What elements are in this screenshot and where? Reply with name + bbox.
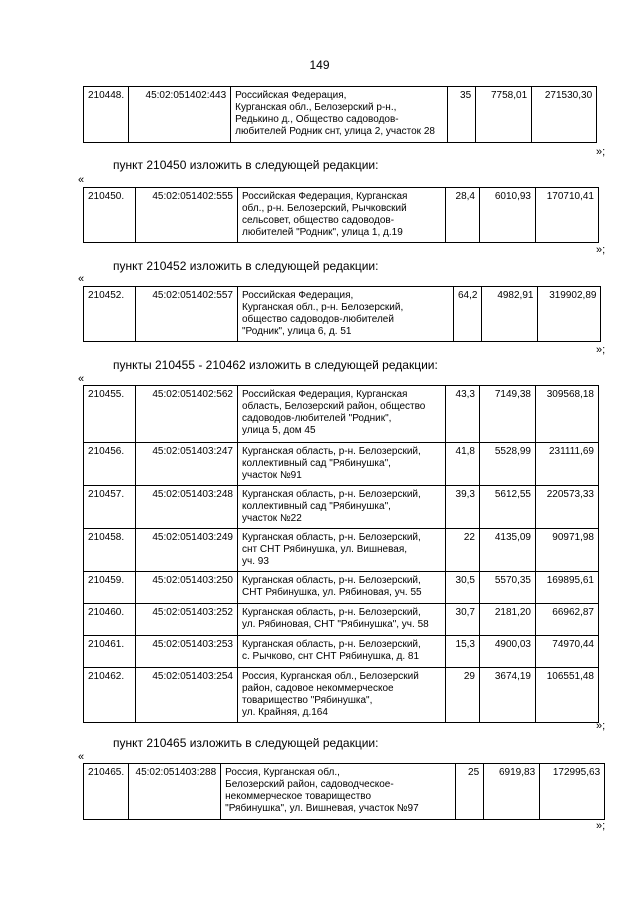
- row-number: 210462.: [84, 668, 136, 723]
- area-cell: 22: [446, 529, 480, 572]
- table-row: [84, 87, 597, 143]
- address-cell: [238, 668, 446, 723]
- address-line: Российская Федерация,: [235, 90, 347, 101]
- address-line: область, Белозерский район, общество: [242, 401, 426, 412]
- property-table: [83, 286, 601, 342]
- address-line: район, садовое некоммерческое: [242, 683, 394, 694]
- cadastral-value-cell: 231111,69: [536, 443, 599, 486]
- address-cell: [221, 764, 456, 820]
- cadastral-value-cell: 90971,98: [536, 529, 599, 572]
- amendment-instruction: пункт 210452 изложить в следующей редакции:: [113, 259, 379, 273]
- address-line: Курганская область, р-н. Белозерский,: [242, 639, 421, 650]
- property-table: [83, 385, 599, 723]
- closing-quote: »;: [596, 146, 606, 158]
- cadastral-value-cell: 319902,89: [538, 287, 601, 342]
- opening-quote: «: [78, 373, 85, 385]
- amendment-instruction: пункт 210465 изложить в следующей редакции:: [113, 736, 379, 750]
- address-line: Белозерский район, садоводческое-: [225, 779, 394, 790]
- address-cell: [238, 188, 446, 243]
- row-number: 210450.: [84, 188, 136, 243]
- address-line: Курганская обл., Белозерский р-н.,: [235, 102, 397, 113]
- address-line: Российская Федерация, Курганская: [242, 191, 408, 202]
- cadastral-value-cell: 74970,44: [536, 636, 599, 668]
- unit-price-cell: 5570,35: [480, 572, 536, 604]
- address-line: снт СНТ Рябинушка, ул. Вишневая,: [242, 544, 408, 555]
- unit-price-cell: 7149,38: [480, 386, 536, 443]
- cadastral-value-cell: 169895,61: [536, 572, 599, 604]
- address-line: участок №91: [242, 470, 302, 481]
- opening-quote: «: [78, 751, 85, 763]
- unit-price-cell: 6010,93: [480, 188, 536, 243]
- address-line: ул. Крайняя, д.164: [242, 707, 328, 718]
- unit-price-cell: 2181,20: [480, 604, 536, 636]
- address-line: Курганская область, р-н. Белозерский,: [242, 607, 421, 618]
- address-line: Курганская обл., р-н. Белозерский,: [242, 302, 404, 313]
- table-row: [84, 668, 599, 723]
- address-line: Россия, Курганская обл., Белозерский: [242, 671, 419, 682]
- area-cell: 15,3: [446, 636, 480, 668]
- cadastral-value-cell: 106551,48: [536, 668, 599, 723]
- address-line: обл., р-н. Белозерский, Рычковский: [242, 203, 407, 214]
- address-line: Редькино д., Общество садоводов-: [235, 114, 399, 125]
- cadastral-value-cell: 271530,30: [532, 87, 597, 143]
- area-cell: 39,3: [446, 486, 480, 529]
- unit-price-cell: 3674,19: [480, 668, 536, 723]
- area-cell: 64,2: [454, 287, 482, 342]
- cadastral-value-cell: 172995,63: [540, 764, 605, 820]
- table-row: [84, 188, 599, 243]
- table-row: [84, 604, 599, 636]
- row-number: 210452.: [84, 287, 136, 342]
- unit-price-cell: 4900,03: [480, 636, 536, 668]
- address-line: Россия, Курганская обл.,: [225, 767, 340, 778]
- address-line: любителей Родник снт, улица 2, участок 28: [235, 126, 435, 137]
- opening-quote: «: [78, 174, 85, 186]
- address-line: участок №22: [242, 513, 302, 524]
- opening-quote: «: [78, 273, 85, 285]
- closing-quote: »;: [596, 820, 606, 832]
- table-row: [84, 486, 599, 529]
- table-row: [84, 386, 599, 443]
- area-cell: 30,5: [446, 572, 480, 604]
- row-number: 210465.: [84, 764, 129, 820]
- address-line: общество садоводов-любителей: [242, 314, 394, 325]
- address-cell: [238, 572, 446, 604]
- row-number: 210456.: [84, 443, 136, 486]
- table-row: [84, 636, 599, 668]
- cadastral-number: 45:02:051403:254: [136, 668, 238, 723]
- address-line: коллективный сад "Рябинушка",: [242, 501, 391, 512]
- address-line: сельсовет, общество садоводов-: [242, 215, 395, 226]
- area-cell: 28,4: [446, 188, 480, 243]
- address-cell: [238, 529, 446, 572]
- address-line: Курганская область, р-н. Белозерский,: [242, 489, 421, 500]
- address-line: коллективный сад "Рябинушка",: [242, 458, 391, 469]
- property-table: [83, 187, 599, 243]
- row-number: 210459.: [84, 572, 136, 604]
- page-number: 149: [309, 58, 330, 72]
- row-number: 210448.: [84, 87, 129, 143]
- address-cell: [238, 636, 446, 668]
- cadastral-number: 45:02:051403:288: [129, 764, 221, 820]
- cadastral-number: 45:02:051403:249: [136, 529, 238, 572]
- row-number: 210455.: [84, 386, 136, 443]
- area-cell: 25: [456, 764, 484, 820]
- area-cell: 29: [446, 668, 480, 723]
- address-line: любителей "Родник", улица 1, д.19: [242, 227, 403, 238]
- cadastral-number: 45:02:051402:555: [136, 188, 238, 243]
- amendment-instruction: пункт 210450 изложить в следующей редакции:: [113, 158, 379, 172]
- address-line: ул. Рябиновая, СНТ "Рябинушка", уч. 58: [242, 619, 429, 630]
- area-cell: 41,8: [446, 443, 480, 486]
- address-line: садоводов-любителей "Родник",: [242, 413, 392, 424]
- address-line: улица 5, дом 45: [242, 425, 316, 436]
- address-line: Курганская область, р-н. Белозерский,: [242, 575, 421, 586]
- cadastral-number: 45:02:051402:562: [136, 386, 238, 443]
- row-number: 210460.: [84, 604, 136, 636]
- row-number: 210457.: [84, 486, 136, 529]
- unit-price-cell: 4135,09: [480, 529, 536, 572]
- cadastral-value-cell: 170710,41: [536, 188, 599, 243]
- amendment-instruction: пункты 210455 - 210462 изложить в следующей редакции:: [113, 358, 438, 372]
- cadastral-value-cell: 309568,18: [536, 386, 599, 443]
- cadastral-number: 45:02:051402:557: [136, 287, 238, 342]
- address-line: с. Рычково, снт СНТ Рябинушка, д. 81: [242, 651, 420, 662]
- address-cell: [238, 386, 446, 443]
- address-cell: [238, 287, 454, 342]
- address-line: "Рябинушка", ул. Вишневая, участок №97: [225, 803, 419, 814]
- address-line: Российская Федерация, Курганская: [242, 389, 408, 400]
- address-cell: [238, 604, 446, 636]
- address-line: "Родник", улица 6, д. 51: [242, 326, 352, 337]
- address-line: уч. 93: [242, 556, 269, 567]
- unit-price-cell: 5612,55: [480, 486, 536, 529]
- cadastral-value-cell: 220573,33: [536, 486, 599, 529]
- cadastral-number: 45:02:051403:250: [136, 572, 238, 604]
- table-row: [84, 443, 599, 486]
- table-row: [84, 764, 605, 820]
- cadastral-number: 45:02:051403:247: [136, 443, 238, 486]
- address-line: товарищество "Рябинушка",: [242, 695, 373, 706]
- unit-price-cell: 5528,99: [480, 443, 536, 486]
- address-line: СНТ Рябинушка, ул. Рябиновая, уч. 55: [242, 587, 422, 598]
- row-number: 210458.: [84, 529, 136, 572]
- table-row: [84, 572, 599, 604]
- closing-quote: »;: [596, 244, 606, 256]
- address-line: Российская Федерация,: [242, 290, 354, 301]
- address-line: Курганская область, р-н. Белозерский,: [242, 446, 421, 457]
- unit-price-cell: 4982,91: [482, 287, 538, 342]
- address-line: некоммерческое товарищество: [225, 791, 372, 802]
- closing-quote: »;: [596, 720, 606, 732]
- address-cell: [238, 443, 446, 486]
- property-table: [83, 86, 597, 143]
- address-cell: [231, 87, 448, 143]
- property-table: [83, 763, 605, 820]
- cadastral-number: 45:02:051402:443: [129, 87, 231, 143]
- area-cell: 35: [448, 87, 476, 143]
- table-row: [84, 529, 599, 572]
- cadastral-number: 45:02:051403:248: [136, 486, 238, 529]
- unit-price-cell: 6919,83: [484, 764, 540, 820]
- cadastral-number: 45:02:051403:252: [136, 604, 238, 636]
- table-row: [84, 287, 601, 342]
- unit-price-cell: 7758,01: [476, 87, 532, 143]
- area-cell: 30,7: [446, 604, 480, 636]
- cadastral-value-cell: 66962,87: [536, 604, 599, 636]
- address-line: Курганская область, р-н. Белозерский,: [242, 532, 421, 543]
- area-cell: 43,3: [446, 386, 480, 443]
- cadastral-number: 45:02:051403:253: [136, 636, 238, 668]
- row-number: 210461.: [84, 636, 136, 668]
- closing-quote: »;: [596, 344, 606, 356]
- address-cell: [238, 486, 446, 529]
